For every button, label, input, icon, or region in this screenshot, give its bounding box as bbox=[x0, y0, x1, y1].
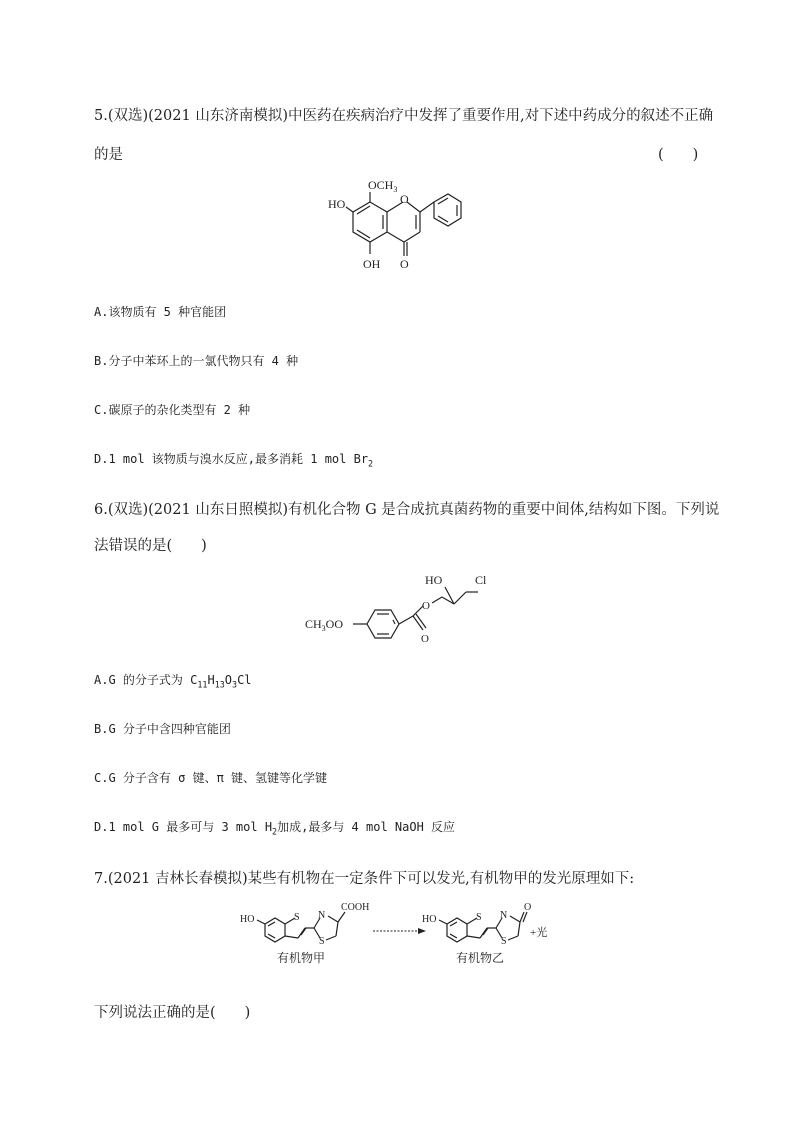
q6-label-cl: Cl bbox=[475, 573, 487, 587]
q7-label-light: +光 bbox=[530, 927, 548, 939]
q7-jia-label-s: S bbox=[294, 912, 300, 923]
q7-yi-label-s-ring: S bbox=[501, 936, 507, 947]
q7-yi-label-o: O bbox=[524, 902, 532, 913]
q6-stem-line2: 法错误的是( ) bbox=[94, 538, 207, 554]
q5-stem-line1: 5.(双选)(2021 山东济南模拟)中医药在疾病治疗中发挥了重要作用,对下述中药成分的叙述不正确 bbox=[94, 108, 714, 124]
q5-option-d: D.1 mol 该物质与溴水反应,最多消耗 1 mol $Br_2$ bbox=[94, 452, 374, 469]
q7-caption-jia: 有机物甲 bbox=[277, 951, 326, 965]
q6-stem-line1: 6.(双选)(2021 山东日照模拟)有机化合物 G 是合成抗真菌药物的重要中间体,结构如下图。下列说 bbox=[94, 502, 720, 518]
q6-label-ch3o: $CH_3OO$ bbox=[305, 617, 344, 633]
q7-jia-label-s-ring: S bbox=[319, 936, 325, 947]
q7-stem-line2: 下列说法正确的是( ) bbox=[94, 1005, 251, 1021]
q7-jia-label-ho: HO bbox=[240, 914, 255, 925]
q6-option-c: C.G 分子含有 σ 键、π 键、氢键等化学键 bbox=[94, 771, 328, 785]
q5-stem-line2: 的是 bbox=[94, 147, 123, 163]
q5-label-oh: OH bbox=[363, 257, 381, 271]
q6-option-a: A.G 的分子式为 $C_{11}H_{13}O_3Cl$ bbox=[94, 673, 252, 690]
q5-structure-flavone bbox=[330, 180, 470, 280]
q5-option-b: B.分子中苯环上的一氯代物只有 4 种 bbox=[94, 354, 299, 368]
q6-option-b: B.G 分子中含四种官能团 bbox=[94, 722, 231, 736]
q5-option-a: A.该物质有 5 种官能团 bbox=[94, 305, 227, 319]
q7-structure-reaction bbox=[240, 900, 600, 975]
q7-yi-label-s: S bbox=[476, 912, 482, 923]
q6-label-keto-o: O bbox=[421, 633, 429, 645]
q6-label-ho: HO bbox=[425, 573, 443, 587]
q7-yi-label-ho: HO bbox=[422, 914, 437, 925]
q7-caption-yi: 有机物乙 bbox=[456, 951, 505, 965]
q5-label-ring-o: O bbox=[400, 192, 409, 206]
q7-yi-label-n: N bbox=[500, 910, 508, 921]
q5-option-c: C.碳原子的杂化类型有 2 种 bbox=[94, 403, 251, 417]
q5-answer-paren: ( ) bbox=[658, 147, 699, 163]
q7-jia-label-n: N bbox=[318, 910, 326, 921]
q5-label-och3: $OCH_3$ bbox=[368, 178, 398, 194]
q6-label-ester-o: O bbox=[422, 600, 430, 612]
q5-label-ho: HO bbox=[328, 197, 346, 211]
q6-structure-g bbox=[305, 570, 505, 650]
q7-stem-line1: 7.(2021 吉林长春模拟)某些有机物在一定条件下可以发光,有机物甲的发光原理如下: bbox=[94, 871, 635, 887]
q6-option-d: D.1 mol G 最多可与 3 mol $H_2$加成,最多与 4 mol NaOH 反应 bbox=[94, 820, 456, 837]
q5-label-keto-o: O bbox=[400, 257, 409, 271]
q7-jia-label-cooh: COOH bbox=[341, 902, 370, 913]
